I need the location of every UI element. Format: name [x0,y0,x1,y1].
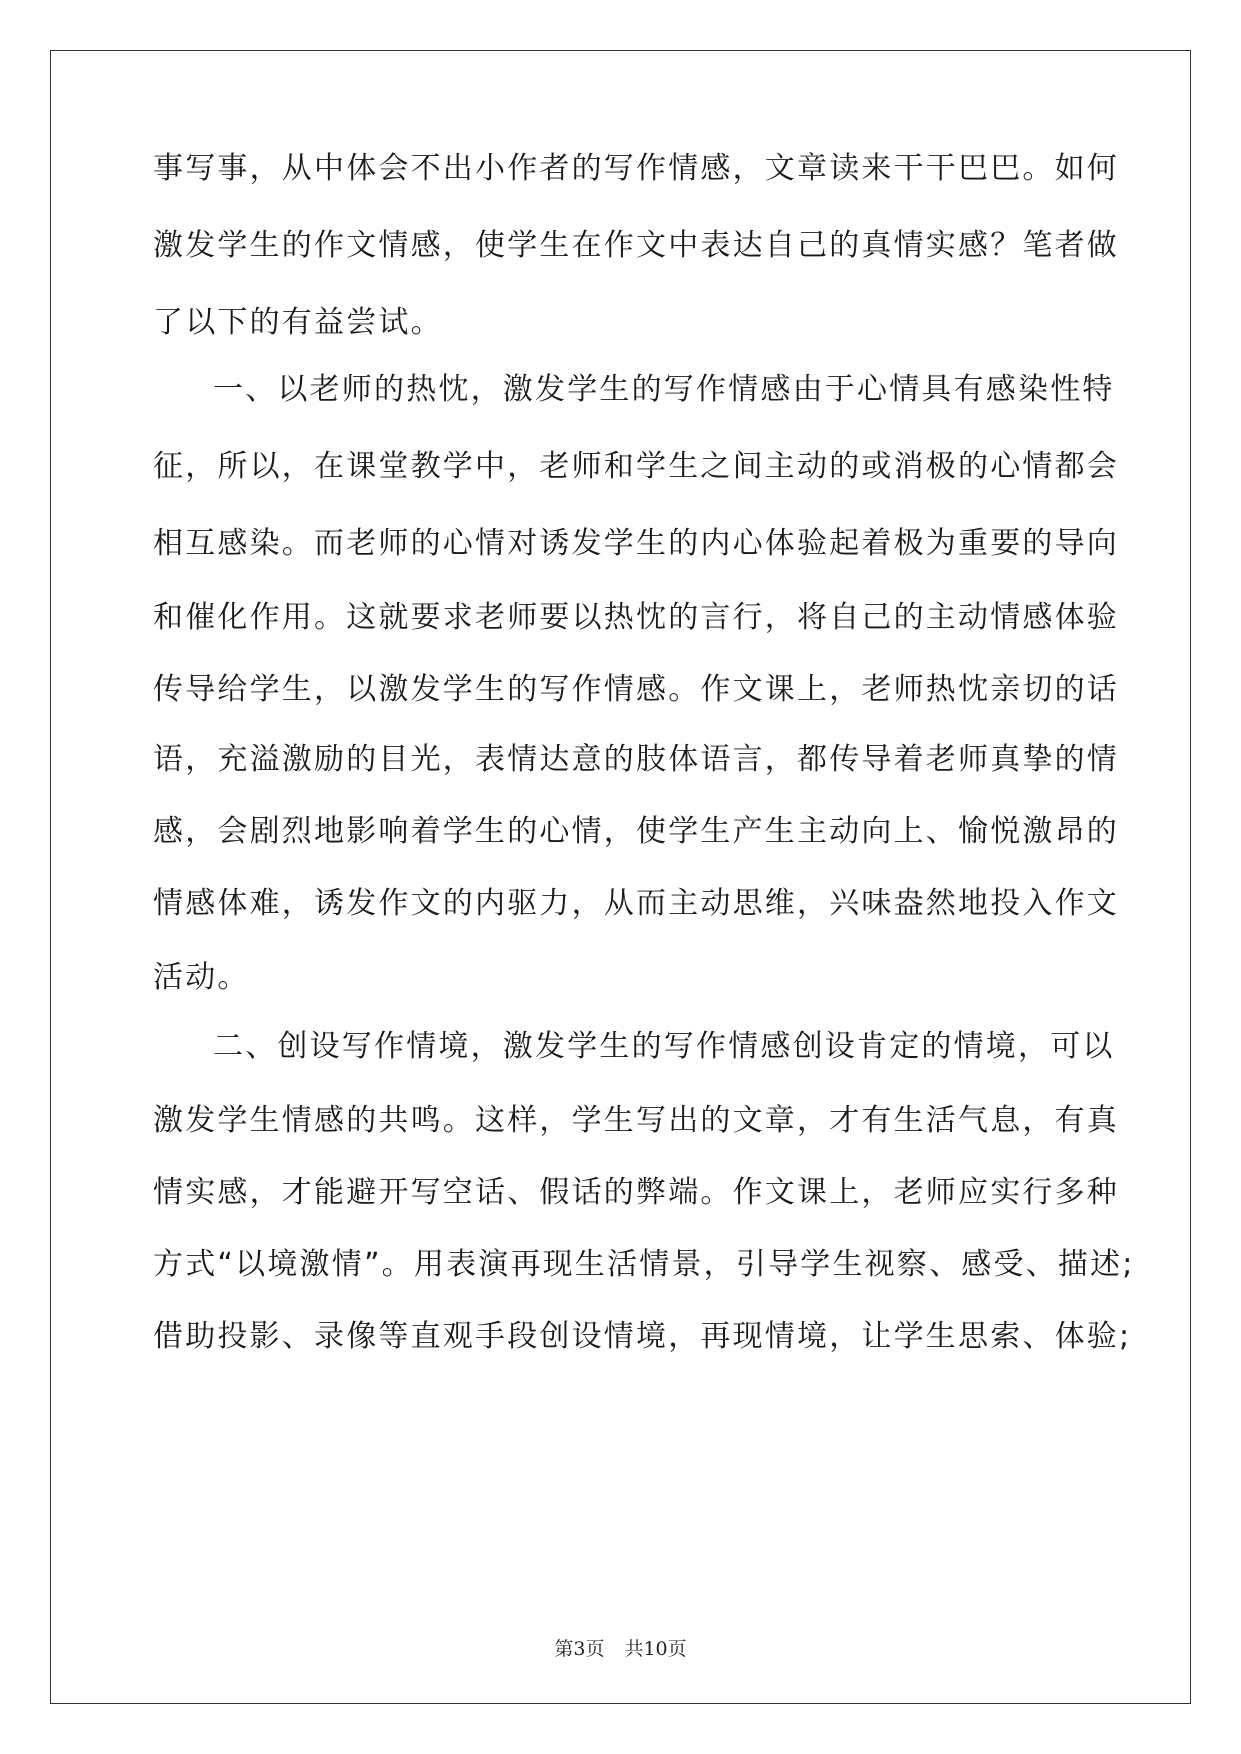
text-line: 激发学生的作文情感，使学生在作文中表达自己的真情实感？笔者做 [153,228,1119,263]
text-line: 方式“以境激情”。用表演再现生活情景，引导学生视察、感受、描述; [153,1247,1135,1282]
page-border [50,50,1191,1704]
page-number-current: 第3页 [554,1638,605,1660]
text-line: 征，所以，在课堂教学中，老师和学生之间主动的或消极的心情都会 [153,449,1119,484]
text-line: 和催化作用。这就要求老师要以热忱的言行，将自己的主动情感体验 [153,600,1119,635]
text-line: 一、以老师的热忱，激发学生的写作情感由于心情具有感染性特 [213,372,1115,407]
text-line: 语，充溢激励的目光，表情达意的肢体语言，都传导着老师真挚的情 [153,742,1119,777]
text-line: 情实感，才能避开写空话、假话的弊端。作文课上，老师应实行多种 [153,1175,1119,1210]
text-line: 感，会剧烈地影响着学生的心情，使学生产生主动向上、愉悦激昂的 [153,814,1119,849]
text-line: 传导给学生，以激发学生的写作情感。作文课上，老师热忱亲切的话 [153,672,1119,707]
text-line: 活动。 [153,960,250,995]
page-footer [0,1637,1241,1661]
text-line: 相互感染。而老师的心情对诱发学生的内心体验起着极为重要的导向 [153,526,1119,561]
text-line: 了以下的有益尝试。 [153,305,443,340]
text-line: 事写事，从中体会不出小作者的写作情感，文章读来干干巴巴。如何 [153,151,1119,186]
text-line: 情感体难，诱发作文的内驱力，从而主动思维，兴味盎然地投入作文 [153,886,1119,921]
text-line: 激发学生情感的共鸣。这样，学生写出的文章，才有生活气息，有真 [153,1103,1119,1138]
page-number-total: 共10页 [624,1638,687,1660]
text-line: 二、创设写作情境，激发学生的写作情感创设肯定的情境，可以 [213,1029,1115,1064]
text-line: 借助投影、录像等直观手段创设情境，再现情境，让学生思索、体验; [153,1319,1132,1354]
